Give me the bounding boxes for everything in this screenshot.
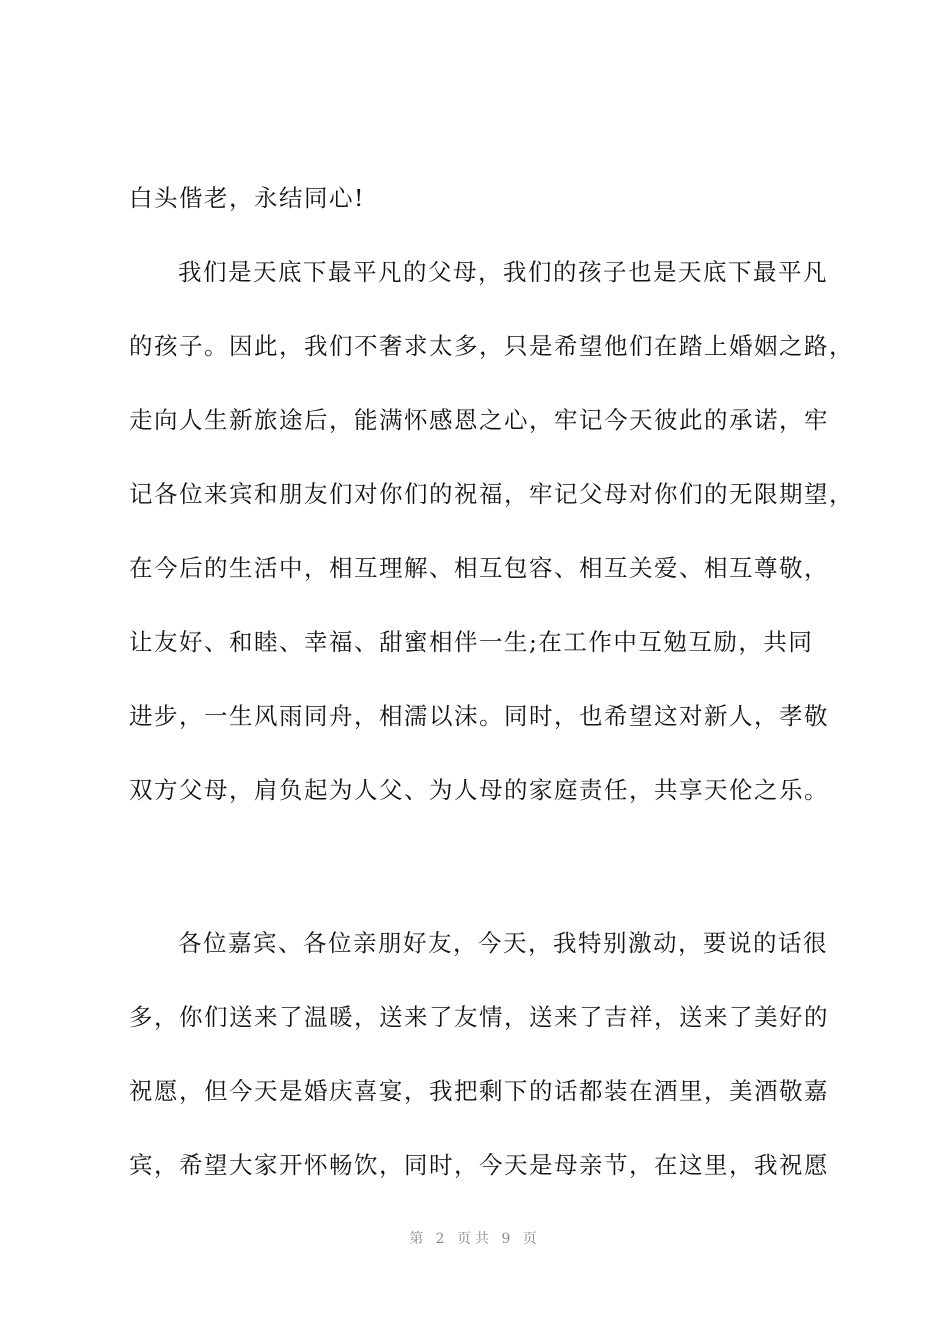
- paragraph-first-line: 各位嘉宾、各位亲朋好友，今天，我特别激动，要说的话很: [178, 929, 828, 957]
- text-line: 走向人生新旅途后，能满怀感恩之心，牢记今天彼此的承诺，牢: [129, 406, 829, 434]
- text-line: 祝愿，但今天是婚庆喜宴，我把剩下的话都装在酒里，美酒敬嘉: [129, 1077, 829, 1105]
- page-number-footer: 第 2 页共 9 页: [409, 1231, 541, 1247]
- text-line: 双方父母，肩负起为人父、为人母的家庭责任，共享天伦之乐。: [129, 776, 829, 804]
- text-line: 白头偕老，永结同心!: [129, 184, 365, 212]
- text-line: 在今后的生活中，相互理解、相互包容、相互关爱、相互尊敬，: [129, 554, 829, 582]
- text-line: 的孩子。因此，我们不奢求太多，只是希望他们在踏上婚姻之路，: [129, 332, 854, 360]
- text-line: 记各位来宾和朋友们对你们的祝福，牢记父母对你们的无限期望，: [129, 480, 854, 508]
- text-line: 多，你们送来了温暖，送来了友情，送来了吉祥，送来了美好的: [129, 1003, 829, 1031]
- text-line: 宾，希望大家开怀畅饮，同时，今天是母亲节，在这里，我祝愿: [129, 1151, 829, 1179]
- paragraph-first-line: 我们是天底下最平凡的父母，我们的孩子也是天底下最平凡: [178, 258, 828, 286]
- text-line: 进步，一生风雨同舟，相濡以沫。同时，也希望这对新人，孝敬: [129, 702, 829, 730]
- text-line: 让友好、和睦、幸福、甜蜜相伴一生;在工作中互勉互励，共同: [129, 628, 814, 656]
